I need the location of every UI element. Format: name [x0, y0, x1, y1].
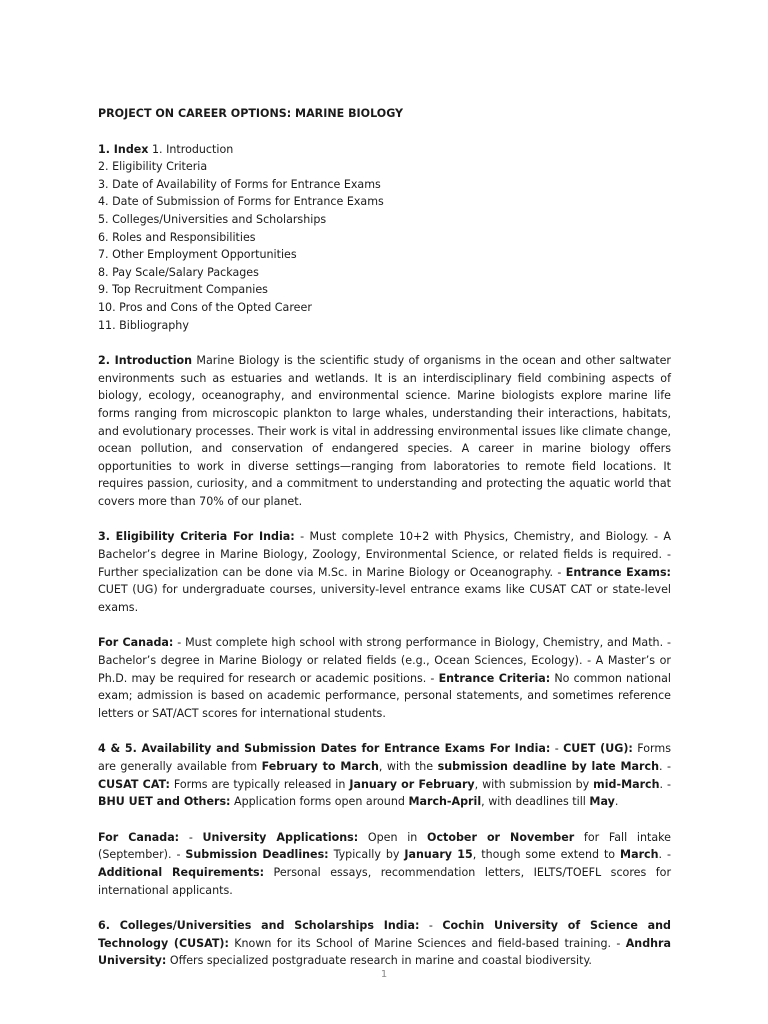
paragraph-text: for Fall intake (September). -: [98, 830, 671, 862]
dates-india-heading: 4 & 5. Availability and Submission Dates for Entrance Exams For India:: [98, 742, 551, 756]
paragraph-text: - Must complete 10+2 with Physics, Chemistry, and Biology. - A Bachelor’s degree in Marine Biology, Zoology, Environmental Science, or related fields is required. - Further specialization can be done via M.Sc. in Marine Biology or Oceanography. -: [98, 530, 671, 579]
paragraph-text: , with submission by: [474, 777, 594, 791]
document-title: PROJECT ON CAREER OPTIONS: MARINE BIOLOGY: [98, 107, 404, 120]
page-number: 1: [380, 969, 388, 980]
bold-label: January 15: [404, 848, 473, 862]
bold-label: Cochin University of Science and Technology (CUSAT):: [98, 919, 671, 950]
colleges-heading: 6. Colleges/Universities and Scholarships India:: [98, 919, 420, 933]
paragraph-text: Offers specialized postgraduate research in marine and coastal biodiversity.: [166, 954, 592, 968]
paragraph-text: . -: [658, 848, 672, 862]
bold-label: February to March: [261, 760, 379, 773]
paragraph-text: , with deadlines till: [481, 795, 590, 809]
document-body: [98, 105, 671, 970]
bold-label: Entrance Exams:: [565, 565, 671, 579]
index-section: [98, 141, 671, 335]
bold-label: March-April: [408, 795, 482, 809]
index-item: 10. Pros and Cons of the Opted Career: [98, 300, 312, 314]
paragraph-text: -: [550, 742, 564, 756]
index-item: 9. Top Recruitment Companies: [98, 283, 268, 297]
eligibility-india-heading: 3. Eligibility Criteria For India:: [98, 530, 295, 544]
bold-label: May: [589, 795, 615, 809]
eligibility-india-paragraph: [98, 528, 671, 616]
paragraph-text: . -: [659, 777, 671, 791]
paragraph-text: , with the: [378, 760, 438, 773]
bold-label: mid-March: [593, 777, 660, 791]
eligibility-canada-paragraph: [98, 634, 671, 722]
paragraph-text: Known for its School of Marine Sciences and field-based training. -: [228, 936, 626, 950]
index-item: 5. Colleges/Universities and Scholarships: [98, 212, 327, 226]
bold-label: Submission Deadlines:: [185, 848, 329, 862]
bold-label: October or November: [427, 830, 575, 844]
index-line-1: [98, 141, 671, 159]
paragraph-text: - Must complete high school with strong performance in Biology, Chemistry, and Math. - Bachelor’s degree in Marine Biology or related fields (e.g., Ocean Sciences, Ecology). - A Master’s or Ph.D. may be required for research or academic positions. -: [98, 636, 671, 685]
bold-label: BHU UET and Others:: [98, 795, 231, 809]
dates-india-paragraph: [98, 740, 671, 810]
colleges-paragraph: [98, 917, 671, 970]
bold-label: University Applications:: [202, 830, 359, 844]
paragraph-text: Application forms open around: [230, 795, 409, 809]
paragraph-text: . -: [658, 760, 671, 773]
index-item: 1. Introduction: [151, 142, 234, 156]
paragraph-text: .: [614, 795, 619, 809]
paragraph-text: Typically by: [328, 848, 405, 862]
bold-label: CUSAT CAT:: [98, 777, 170, 791]
index-item: 4. Date of Submission of Forms for Entrance Exams: [98, 195, 384, 209]
paragraph-text: Forms are typically released in: [169, 777, 350, 791]
bold-label: submission deadline by late March: [437, 760, 659, 773]
paragraph-text: Forms are generally available from: [98, 742, 671, 773]
bold-label: Andhra University:: [98, 936, 671, 968]
index-item: 6. Roles and Responsibilities: [98, 230, 256, 244]
dates-canada-paragraph: [98, 829, 671, 899]
bold-label: Additional Requirements:: [98, 865, 265, 879]
bold-label: January or February: [349, 777, 475, 791]
paragraph-text: -: [419, 919, 443, 933]
introduction-text: Marine Biology is the scientific study of organisms in the ocean and other saltwater environments such as estuaries and wetlands. It is an interdisciplinary field combining aspects of biology, ecology, oceanography, and environmental science. Marine biologists explore marine life forms ranging from microscopic plankton to large whales, understanding their interactions, habitats, and evolutionary processes. Their work is vital in addressing environmental issues like climate change, ocean pollution, and conservation of endangered species. A career in marine biology offers opportunities to work in diverse settings—ranging from laboratories to remote field locations. It requires passion, curiosity, and a commitment to understanding and protecting the aquatic world that covers more than 70% of our planet.: [98, 354, 671, 508]
bold-label: Entrance Criteria:: [438, 671, 551, 685]
paragraph-text: Open in: [358, 830, 428, 844]
index-item: 7. Other Employment Opportunities: [98, 248, 297, 262]
bold-label: March: [620, 848, 659, 862]
paragraph-text: -: [179, 830, 203, 844]
paragraph-text: , though some extend to: [472, 848, 621, 862]
paragraph-text: CUET (UG) for undergraduate courses, university-level entrance exams like CUSAT CAT or state-level exams.: [98, 583, 671, 614]
index-item: 8. Pay Scale/Salary Packages: [98, 265, 259, 279]
index-item: 2. Eligibility Criteria: [98, 160, 208, 174]
index-item: 11. Bibliography: [98, 318, 189, 332]
paragraph-text: No common national exam; admission is based on academic performance, personal statements, and sometimes reference letters or SAT/ACT scores for international students.: [98, 671, 671, 720]
dates-canada-heading: For Canada:: [98, 830, 180, 844]
bold-label: CUET (UG):: [563, 742, 633, 756]
eligibility-canada-heading: For Canada:: [98, 636, 174, 650]
index-heading: 1. Index: [98, 142, 149, 156]
introduction-paragraph: [98, 352, 671, 510]
index-item: 3. Date of Availability of Forms for Entrance Exams: [98, 177, 381, 191]
introduction-heading: 2. Introduction: [98, 354, 193, 368]
paragraph-text: Personal essays, recommendation letters, IELTS/TOEFL scores for international applicants.: [98, 865, 671, 897]
